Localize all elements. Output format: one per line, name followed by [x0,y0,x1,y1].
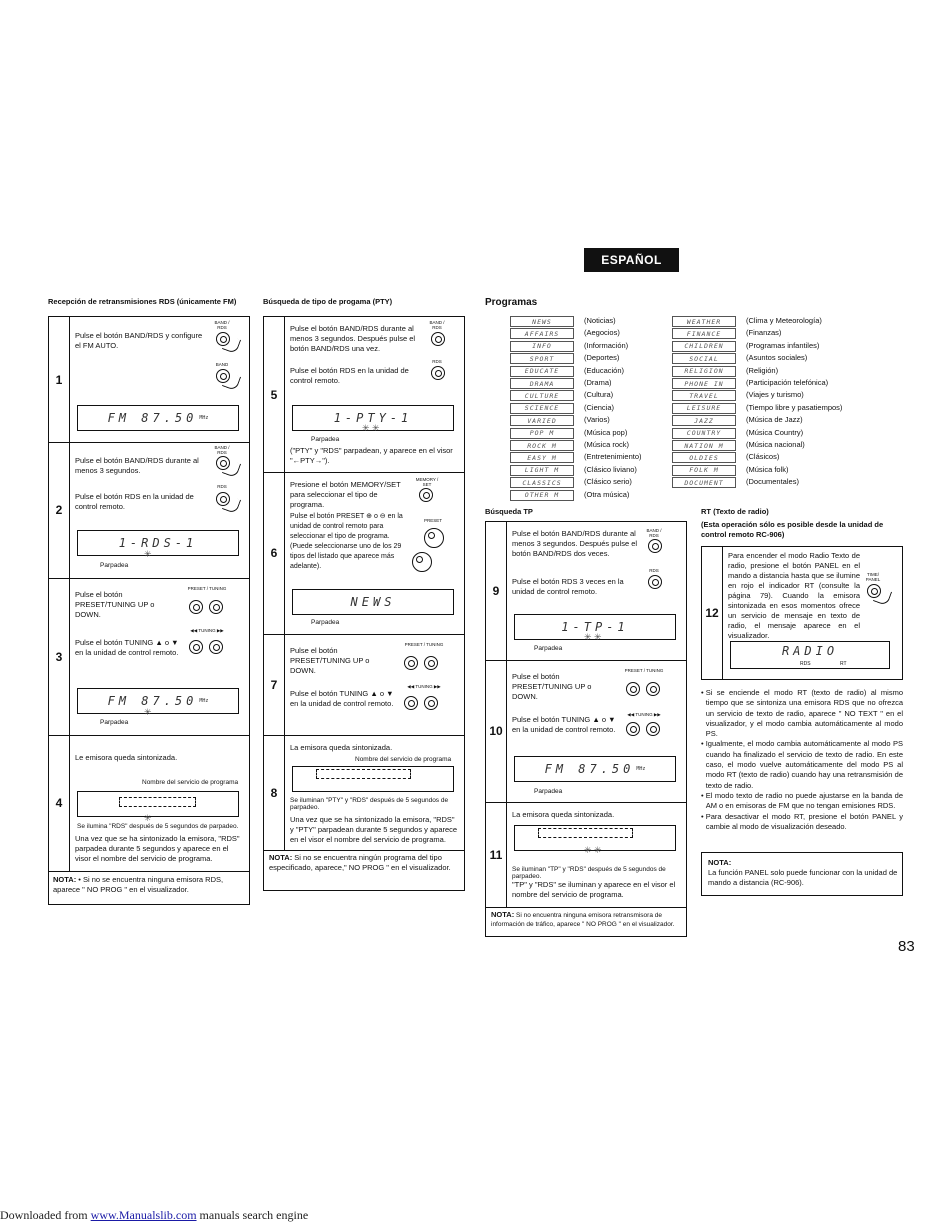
blink-icon: ✳ [144,813,152,823]
programa-code: EDUCATE [510,366,574,377]
tp-search-panel [485,521,687,937]
rt-panel [701,546,903,680]
programa-code: OLDIES [672,452,736,463]
preset-label: PRESET [423,518,442,523]
down-button-icon [404,656,418,670]
lcd-display: FM 87.50 MHz [77,688,239,714]
rds-button-icon [431,366,445,380]
programas-title: Programas [485,297,538,308]
programa-code: RELIGION [672,366,736,377]
programa-row [510,440,670,451]
memory-set-label: MEMORY / SET [415,477,439,487]
step-text: Pulse el botón PRESET/TUNING UP o DOWN. [512,672,592,701]
tuning-up-icon [209,640,223,654]
step-9 [486,522,686,661]
programa-row [672,341,852,352]
up-button-icon [209,600,223,614]
programa-desc: (Clima y Meteorología) [746,316,822,325]
step-6 [264,472,464,635]
blink-label: Parpadea [311,619,340,626]
step-text: Pulse el botón PRESET/TUNING UP o DOWN. [75,590,155,619]
lcd-display: NEWS [292,589,454,615]
step-1 [49,317,249,443]
programa-desc: (Programas infantiles) [746,340,820,350]
preset-tuning-label: PRESET / TUNING [187,586,227,591]
memory-set-button-icon [419,488,433,502]
rt-bullet-list [701,688,903,832]
blink-label: Parpadea [100,562,129,569]
band-rds-button-icon [431,332,445,346]
rt-nota-box [701,852,903,896]
up-button-icon [646,682,660,696]
step-text: Pulse el botón BAND/RDS durante al menos 3 segundos. Después pulse el botón BAND/RDS una vez. [290,324,416,353]
tuning-label: ◀◀ TUNING ▶▶ [627,712,661,717]
step-text: Le emisora queda sintonizada. [75,753,178,762]
programa-code: EASY M [510,452,574,463]
finger-press-icon [222,495,241,514]
programa-row [510,316,670,327]
programa-row [672,477,852,488]
programa-code: AFFAIRS [510,328,574,339]
preset-tuning-label: PRESET / TUNING [404,642,444,647]
programa-desc: (Participación telefónica) [746,378,829,387]
step-number: 11 [486,802,507,907]
step-number: 2 [49,442,70,578]
step-text: Pulse el botón RDS en la unidad de control remoto. [290,366,409,385]
finger-press-icon [222,459,241,478]
programa-row [672,440,852,451]
programa-row [672,390,852,401]
programa-code: JAZZ [672,415,736,426]
finger-press-icon [222,335,241,354]
step-number: 12 [702,547,723,679]
step-text: Presione el botón MEMORY/SET para seleccionar el tipo de programa. [290,480,401,509]
step-4 [49,735,249,872]
programa-code: VARIED [510,415,574,426]
programa-row [672,465,852,476]
rds-button-icon [648,575,662,589]
programa-desc: (Drama) [584,378,612,387]
nota: NOTA: • Si no se encuentra ninguna emisora RDS, aparece " NO PROG " en el visualizador. [53,875,224,894]
programa-row [510,452,670,463]
blink-icon: ✳ ✳ [362,423,380,433]
step-8 [264,735,464,851]
list-item: • Para desactivar el modo RT, presione el botón PANEL y cambie al modo de visualización deseado. [701,811,903,831]
tuning-label: ◀◀ TUNING ▶▶ [407,684,441,689]
section-title-tp: Búsqueda TP [485,507,533,516]
programa-code: LEISURE [672,403,736,414]
up-button-icon [424,656,438,670]
step-text: ("PTY" y "RDS" parpadean, y aparece en el visor "←PTY→"). [290,446,453,465]
programa-desc: (Ciencia) [584,402,615,412]
programa-desc: (Religión) [746,365,779,375]
step-text: Pulse el botón PRESET ⊕ o ⊖ en la unidad de control remoto para seleccionar el tipo de programa. (Puede seleccionarse uno de los 29 tipos del listado que aparece más adelante). [290,513,403,570]
service-name-label: Nombre del servicio de programa [355,756,452,763]
programa-code: POP M [510,428,574,439]
programa-code: TRAVEL [672,390,736,401]
programa-desc: (Finanzas) [746,328,782,338]
programa-desc: (Clásicos) [746,452,780,462]
step-text: La emisora queda sintonizada. [512,810,615,819]
service-name-box [538,828,633,838]
step-text: Pulse el botón BAND/RDS y configure el FM AUTO. [75,331,203,350]
nota: NOTA: Si no encuentra ninguna emisora retransmisora de información de tráfico, aparece " NO PROG " en el visualizador. [491,910,675,928]
programa-desc: (Clásico serio) [584,477,632,487]
band-rds-label: BAND / RDS [646,528,662,538]
step-11 [486,802,686,908]
programa-code: CLASSICS [510,477,574,488]
programa-row [672,353,852,364]
lcd-display: FM 87.50 MHz [514,756,676,782]
programa-row [510,403,670,414]
section-title-rt: RT (Texto de radio) [701,507,769,516]
band-rds-label: BAND / RDS [429,320,445,330]
programa-row [510,415,670,426]
blink-icon: ✳ [144,549,152,559]
service-name-box [316,769,411,779]
tuning-up-icon [424,696,438,710]
step-10 [486,660,686,803]
step-text: Una vez que se ha sintonizado la emisora, "RDS" y "PTY" parpadean durante 5 segundos y aparece en el visor el nombre del servicio de programa. [290,815,458,844]
programa-code: ROCK M [510,440,574,451]
programa-desc: (Otra música) [584,489,630,499]
programas-list-right [672,316,852,496]
tuning-up-icon [646,722,660,736]
step-number: 3 [49,578,70,735]
rds-label: RDS [432,359,442,364]
programa-desc: (Música Country) [746,427,804,437]
lcd-display: 1-PTY-1 [292,405,454,431]
pty-search-panel [263,316,465,891]
programa-row [510,490,670,501]
programa-desc: (Documentales) [746,477,799,487]
programa-desc: (Música de Jazz) [746,415,803,425]
step-number: 6 [264,472,285,634]
step-number: 4 [49,735,70,871]
programa-row [672,428,852,439]
rt-indicator: RT [840,661,847,667]
nota-label: NOTA: [708,858,732,867]
nota-text: La función PANEL solo puede funcionar con la unidad de mando a distancia (RC-906). [708,868,898,887]
programa-code: CULTURE [510,390,574,401]
programa-row [672,328,852,339]
programa-code: INFO [510,341,574,352]
programa-row [510,328,670,339]
programa-desc: (Música rock) [584,440,630,449]
rds-indicator: RDS [800,661,811,667]
programa-row [672,452,852,463]
step-2 [49,442,249,579]
programa-desc: (Información) [584,340,629,350]
programa-desc: (Deportes) [584,353,620,363]
pty-lit-label: Se iluminan "PTY" y "RDS" después de 5 segundos de parpadeo. [290,797,449,811]
step-text: La emisora queda sintonizada. [290,743,393,752]
programa-row [672,415,852,426]
step-text: Pulse el botón TUNING ▲ o ▼ en la unidad de control remoto. [75,638,179,657]
tuning-down-icon [189,640,203,654]
preset-tuning-label: PRESET / TUNING [624,668,664,673]
programa-code: FOLK M [672,465,736,476]
step-5 [264,317,464,473]
programa-row [510,390,670,401]
step-number: 7 [264,634,285,735]
blink-icon: ✳ [144,707,152,717]
blink-icon: ✳ ✳ [584,632,602,642]
tuning-label: ◀◀ TUNING ▶▶ [190,628,224,633]
programa-row [672,378,852,389]
programa-row [510,366,670,377]
page-number: 83 [898,938,915,955]
programa-code: DRAMA [510,378,574,389]
rds-label: RDS [649,568,659,573]
blink-label: Parpadea [100,719,129,726]
step-number: 5 [264,317,285,472]
down-button-icon [626,682,640,696]
programa-row [510,341,670,352]
programa-desc: (Asuntos sociales) [746,353,808,363]
down-button-icon [189,600,203,614]
programa-code: SOCIAL [672,353,736,364]
programas-list-left [510,316,670,506]
programa-row [510,477,670,488]
programa-code: WEATHER [672,316,736,327]
blink-label: Parpadea [534,788,563,795]
nota: NOTA: Si no se encuentra ningún programa del tipo especificado, aparece," NO PROG " en el visualizador. [269,853,451,872]
programa-code: SCIENCE [510,403,574,414]
programa-desc: (Aegocios) [584,328,620,338]
programa-code: DOCUMENT [672,477,736,488]
step-number: 10 [486,660,507,802]
tp-lit-label: Se iluminan "TP" y "RDS" después de 5 segundos de parpadeo. [512,866,666,880]
step-text: Pulse el botón RDS en la unidad de control remoto. [75,492,194,511]
band-label: BAND [215,362,229,367]
programa-row [510,353,670,364]
lcd-display: FM 87.50 MHz [77,405,239,431]
blink-label: Parpadea [311,436,340,443]
service-name-box [119,797,196,807]
service-name-label: Nombre del servicio de programa [142,779,239,786]
finger-press-icon [873,587,892,606]
programa-desc: (Música nacional) [746,440,805,449]
finger-press-icon [222,372,241,391]
programa-desc: (Educación) [584,365,625,375]
rds-label: RDS [217,484,227,489]
list-item: • Igualmente, el modo cambia automáticamente al modo PS cuando ha finalizado el servicio de texto de radio. En este caso, el modo vuelve automáticamente del modo PS al modo RT (texto de radio) cuando hay una retransmisión de texto de radio. [701,739,903,790]
rt-subtitle: (Esta operación sólo es posible desde la unidad de control remoto RC-906) [701,520,884,539]
footer: Downloaded from www.Manualslib.com manuals search engine [0,1208,309,1222]
programa-row [672,366,852,377]
programa-row [510,465,670,476]
programa-code: FINANCE [672,328,736,339]
list-item: • El modo texto de radio no puede ajustarse en la banda de AM o en emisoras de FM que no tengan emisiones RDS. [701,790,903,811]
step-text: Pulse el botón TUNING ▲ o ▼ en la unidad de control remoto. [512,715,616,734]
programa-code: LIGHT M [510,465,574,476]
programa-code: COUNTRY [672,428,736,439]
programa-desc: (Música folk) [746,464,789,474]
step-number: 1 [49,317,70,442]
step-3 [49,578,249,736]
programa-row [510,378,670,389]
step-text: Pulse el botón RDS 3 veces en la unidad de control remoto. [512,577,624,596]
preset-minus-icon [412,552,432,572]
programa-desc: (Varios) [584,415,610,425]
programa-desc: (Música pop) [584,427,628,437]
blink-label: Parpadea [534,645,563,652]
step-text: Una vez que se ha sintonizado la emisora, "RDS" parpadea durante 5 segundos y aparece en el visor el nombre del servicio de programa. [75,834,240,863]
band-rds-label: BAND / RDS [214,445,230,455]
programa-desc: (Cultura) [584,390,614,400]
band-rds-label: BAND / RDS [214,320,230,330]
programa-code: NEWS [510,316,574,327]
preset-plus-icon [424,528,444,548]
programa-code: SPORT [510,353,574,364]
step-number: 9 [486,522,507,660]
programa-desc: (Noticias) [584,316,616,325]
programa-desc: (Entretenimiento) [584,452,642,462]
rds-reception-panel [48,316,250,905]
step-number: 8 [264,735,285,850]
step-text: Para encender el modo Radio Texto de radio, presione el botón PANEL en el mando a distancia hasta que se ilumine en rojo el indicador RT (consulte la página 79). Cuando la emisora sintonizada en esos momentos ofrece un servicio de mensaje en texto de radio, el mensaje aparece en el visualizador. [728,551,860,640]
section-title-rds: Recepción de retransmisiones RDS (únicamente FM) [48,297,237,306]
band-rds-button-icon [648,539,662,553]
programa-desc: (Clásico liviano) [584,464,637,474]
section-title-pty: Búsqueda de tipo de progama (PTY) [263,297,393,306]
programa-row [510,428,670,439]
programa-row [672,316,852,327]
lcd-display: 1-RDS-1 [77,530,239,556]
language-banner: ESPAÑOL [584,248,679,272]
step-text: Pulse el botón BAND/RDS durante al menos 3 segundos. Después pulse el botón BAND/RDS dos veces. [512,529,638,558]
step-7 [264,634,464,736]
programa-desc: (Tiempo libre y pasatiempos) [746,402,843,412]
tuning-down-icon [404,696,418,710]
programa-desc: (Viajes y turismo) [746,390,804,400]
step-text: "TP" y "RDS" se iluminan y aparece en el visor el nombre del servicio de programa. [512,880,676,899]
programa-code: CHILDREN [672,341,736,352]
rds-lit-label: Se ilumina "RDS" después de 5 segundos de parpadeo. [77,823,239,830]
step-text: Pulse el botón TUNING ▲ o ▼ en la unidad de control remoto. [290,689,394,708]
step-text: Pulse el botón PRESET/TUNING UP o DOWN. [290,646,370,675]
programa-code: NATION M [672,440,736,451]
programa-row [672,403,852,414]
time-panel-label: TIME/ PANEL [865,572,881,582]
tuning-down-icon [626,722,640,736]
lcd-display: RADIO [730,641,890,669]
lcd-display: 1-TP-1 [514,614,676,640]
manualslib-link[interactable]: www.Manualslib.com [90,1208,197,1222]
programa-code: PHONE IN [672,378,736,389]
step-text: Pulse el botón BAND/RDS durante al menos 3 segundos. [75,456,199,475]
programa-code: OTHER M [510,490,574,501]
list-item: • Si se enciende el modo RT (texto de radio) al mismo tiempo que se sintoniza una emisora RDS que no ofrezca un servicio de texto de radio, aparece " NO TEXT " en el visualizador, y el modo cambia automáticamente al modo PS. [701,688,903,739]
blink-icon: ✳ ✳ [584,845,602,855]
